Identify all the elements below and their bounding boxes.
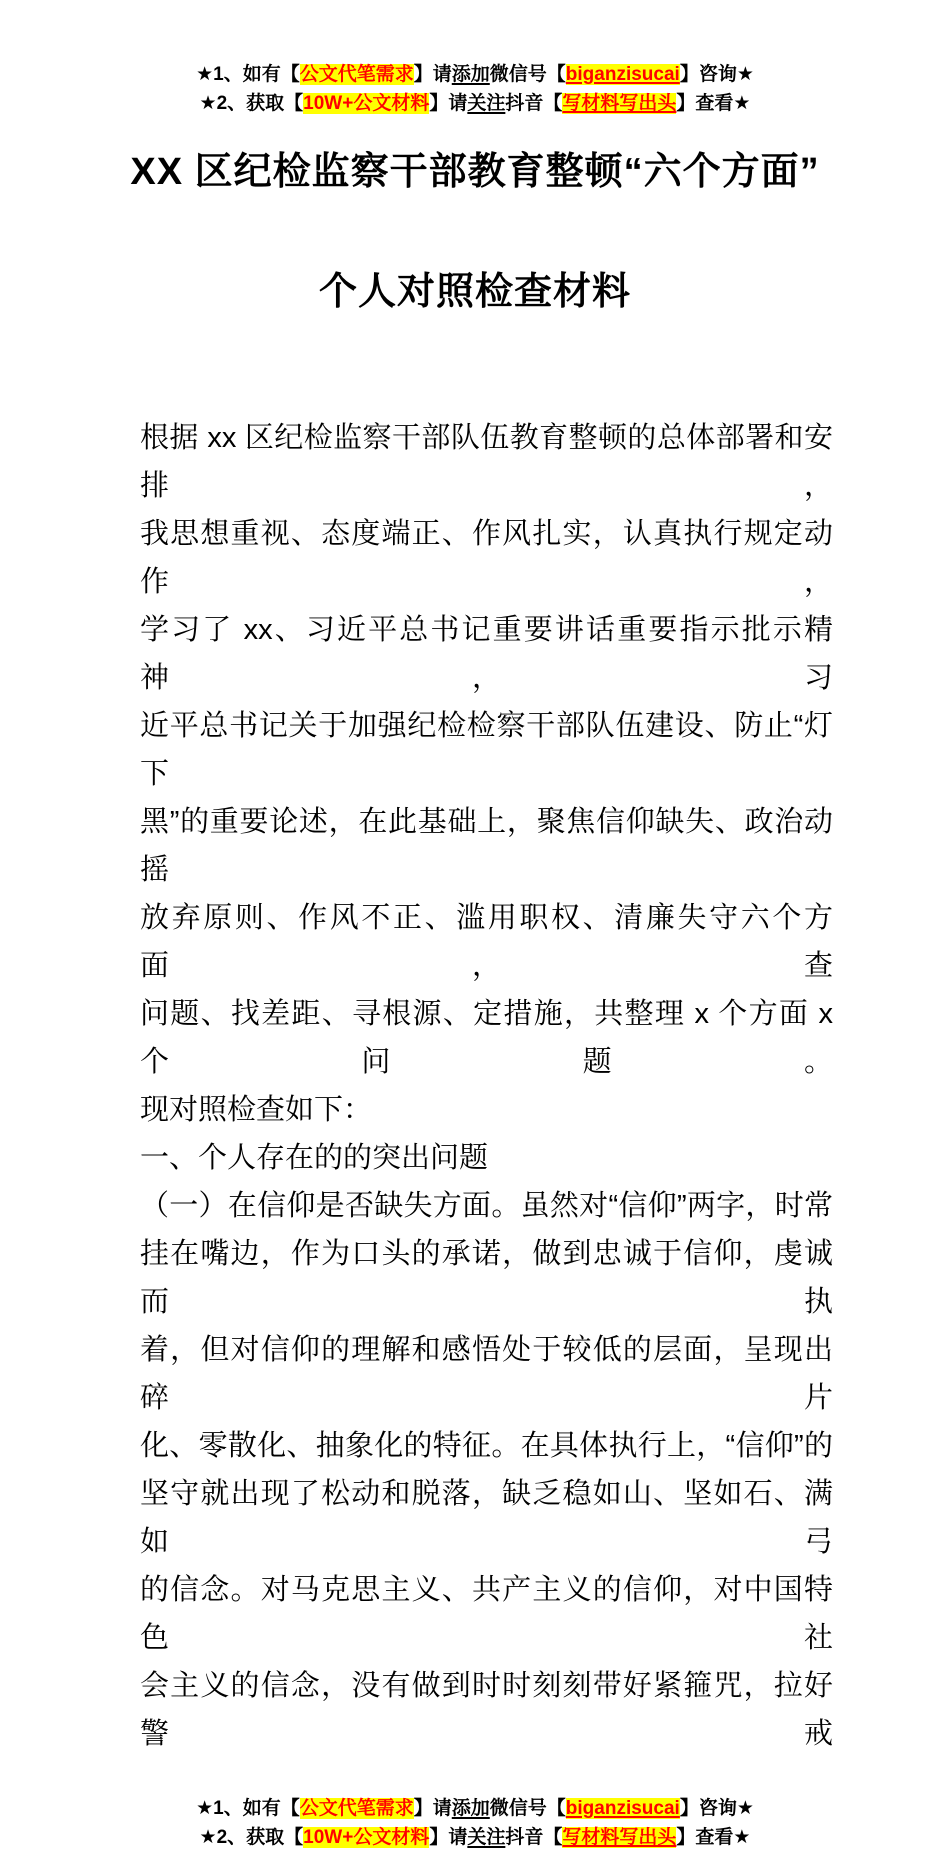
promo-text-segment: 】查看★	[676, 93, 751, 114]
highlighted-materials-text: 10W+公文材料	[303, 93, 430, 114]
promo-footer-line-1	[0, 1794, 950, 1823]
underlined-action-text: 添加	[451, 1798, 490, 1819]
body-line: （一）在信仰是否缺失方面。虽然对“信仰”两字，时常	[140, 1190, 833, 1222]
body-line: 学习了 xx、习近平总书记重要讲话重要指示批示精神，习	[140, 614, 833, 694]
body-line: 放弃原则、作风不正、滥用职权、清廉失守六个方面，查	[140, 902, 833, 982]
promo-text-segment: 】请	[413, 64, 452, 85]
body-line: 的信念。对马克思主义、共产主义的信仰，对中国特色社	[140, 1574, 833, 1654]
section-heading-line: 一、个人存在的的突出问题	[140, 1142, 489, 1174]
promo-text-segment: 】查看★	[676, 1827, 751, 1848]
promo-text-segment: 抖音【	[505, 93, 563, 114]
highlighted-service-text: 公文代笔需求	[299, 64, 414, 85]
underlined-action-text: 关注	[467, 1827, 506, 1848]
promo-text-segment: ★1、如有【	[196, 1798, 300, 1819]
promo-header-line-1	[0, 60, 950, 89]
promo-text-segment: 】咨询★	[679, 1798, 754, 1819]
body-line: 会主义的信念，没有做到时时刻刻带好紧箍咒，拉好警戒	[140, 1670, 833, 1750]
body-line: 化、零散化、抽象化的特征。在具体执行上，“信仰”的	[140, 1430, 833, 1462]
body-line: 问题、找差距、寻根源、定措施，共整理 x 个方面 x 个问题。	[140, 998, 833, 1078]
document-title-line-1: XX 区纪检监察干部教育整顿“六个方面”	[130, 151, 820, 193]
document-body	[0, 414, 950, 1758]
highlighted-douyin-id-text: 写材料写出头	[562, 93, 677, 114]
highlighted-douyin-id-text: 写材料写出头	[562, 1827, 677, 1848]
promo-footer-line-2	[0, 1823, 950, 1852]
promo-text-segment: ★2、获取【	[199, 1827, 304, 1848]
body-line: 近平总书记关于加强纪检检察干部队伍建设、防止“灯下	[140, 710, 833, 790]
promo-text-segment: 】咨询★	[679, 64, 754, 85]
highlighted-wechat-id-text: biganzisucai	[565, 64, 680, 85]
promo-text-segment: 】请	[429, 93, 468, 114]
promo-text-segment: ★2、获取【	[199, 93, 304, 114]
document-title-line-2: 个人对照检查材料	[318, 271, 631, 313]
body-line: 我思想重视、态度端正、作风扎实，认真执行规定动作，	[140, 518, 833, 598]
body-line: 挂在嘴边，作为口头的承诺，做到忠诚于信仰，虔诚而执	[140, 1238, 833, 1318]
body-line: 黑”的重要论述，在此基础上，聚焦信仰缺失、政治动摇	[140, 806, 833, 886]
promo-text-segment: 微信号【	[489, 64, 566, 85]
promo-header-line-2	[0, 89, 950, 118]
highlighted-service-text: 公文代笔需求	[299, 1798, 414, 1819]
highlighted-wechat-id-text: biganzisucai	[565, 1798, 680, 1819]
underlined-action-text: 关注	[467, 93, 506, 114]
body-line: 着，但对信仰的理解和感悟处于较低的层面，呈现出碎片	[140, 1334, 833, 1414]
underlined-action-text: 添加	[451, 64, 490, 85]
promo-text-segment: ★1、如有【	[196, 64, 300, 85]
highlighted-materials-text: 10W+公文材料	[303, 1827, 430, 1848]
promo-text-segment: 】请	[413, 1798, 452, 1819]
promo-text-segment: 】请	[429, 1827, 468, 1848]
body-line: 现对照检查如下：	[140, 1094, 373, 1126]
body-line: 坚守就出现了松动和脱落，缺乏稳如山、坚如石、满如弓	[140, 1478, 833, 1558]
promo-header	[0, 60, 950, 118]
promo-text-segment: 微信号【	[489, 1798, 566, 1819]
body-line: 根据 xx 区纪检监察干部队伍教育整顿的总体部署和安排，	[140, 422, 833, 502]
promo-footer	[0, 1794, 950, 1852]
promo-text-segment: 抖音【	[505, 1827, 563, 1848]
